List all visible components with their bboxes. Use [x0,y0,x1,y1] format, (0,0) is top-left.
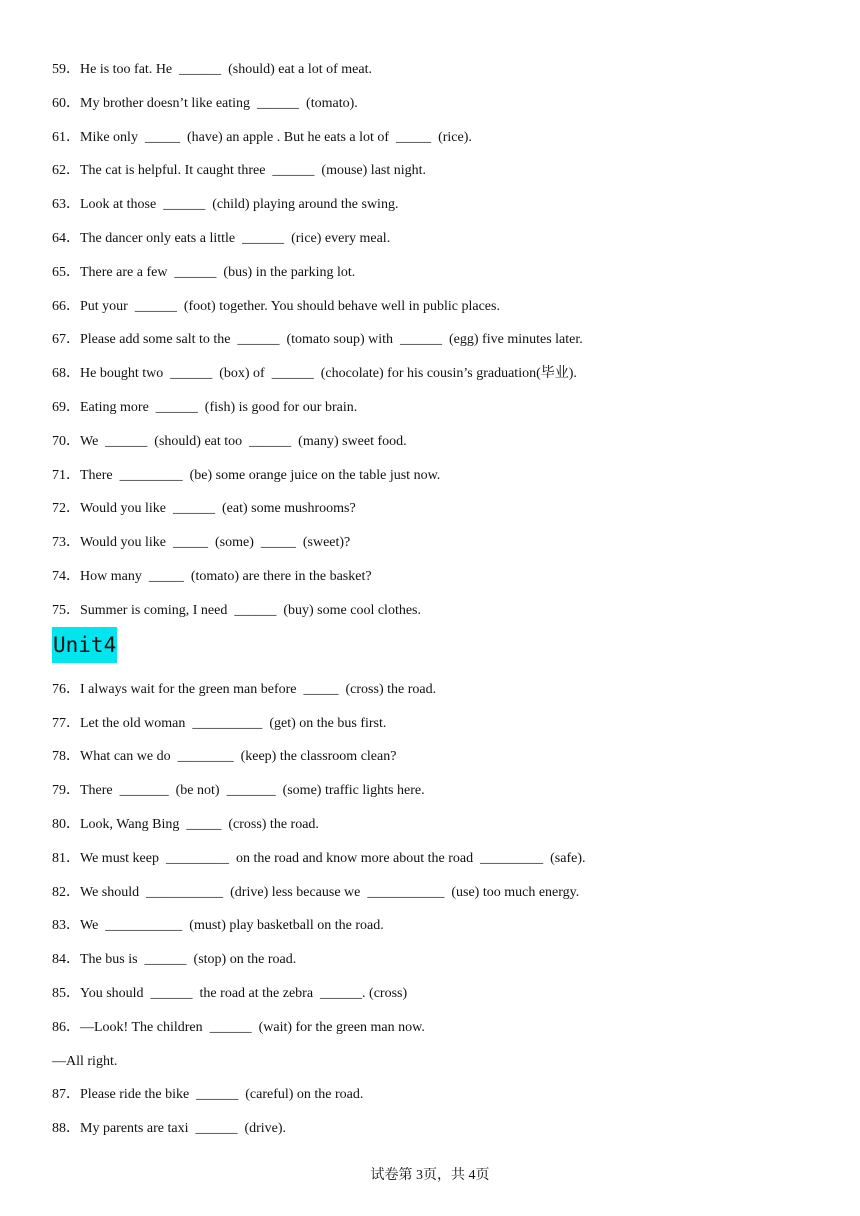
question-item [52,129,472,147]
question-item [52,884,579,902]
question-number: 67． [52,332,80,347]
question-number: 78． [52,749,80,764]
question-item [52,681,436,699]
question-number: 69． [52,400,80,415]
question-text: There are a few ______ (bus) in the parking lot. [80,265,356,280]
question-item [52,467,440,485]
question-item [52,331,583,349]
question-number: 72． [52,501,80,516]
question-number: 83． [52,918,80,933]
page-footer: 试卷第 3页，共 4页 [370,1168,490,1183]
question-item [52,196,398,214]
question-item [52,715,386,733]
question-number: 75． [52,603,80,618]
question-text: Summer is coming, I need ______ (buy) some cool clothes. [80,603,421,618]
question-number: 76． [52,682,80,697]
question-number: 63． [52,197,80,212]
question-text: The cat is helpful. It caught three ______ (mouse) last night. [80,163,427,178]
question-item [52,399,357,417]
question-number: 79． [52,783,80,798]
question-number: 81． [52,851,80,866]
question-number: 64． [52,231,80,246]
question-item [52,568,372,586]
question-text: —Look! The children ______ (wait) for the green man now. [80,1020,425,1035]
question-text: You should ______ the road at the zebra ______. (cross) [80,986,408,1001]
question-number: 80． [52,817,80,832]
question-text: My brother doesn’t like eating ______ (tomato). [80,96,358,111]
question-text: Let the old woman __________ (get) on the bus first. [80,716,387,731]
question-item [52,162,426,180]
question-item [52,850,585,868]
answer-line [52,1053,117,1071]
question-item [52,602,421,620]
question-number: 71． [52,468,80,483]
question-text: There _______ (be not) _______ (some) traffic lights here. [80,783,425,798]
unit-heading: Unit4 [52,627,117,663]
question-text: He is too fat. He ______ (should) eat a lot of meat. [80,62,372,77]
question-text: How many _____ (tomato) are there in the basket? [80,569,372,584]
question-text: He bought two ______ (box) of ______ (chocolate) for his cousin’s graduation(毕业). [80,366,577,381]
question-text: Eating more ______ (fish) is good for our brain. [80,400,358,415]
question-item [52,985,407,1003]
question-item [52,230,390,248]
question-text: Would you like _____ (some) _____ (sweet)? [80,535,351,550]
question-number: 62． [52,163,80,178]
question-item [52,61,372,79]
question-number: 88． [52,1121,80,1136]
question-item [52,1086,363,1104]
question-number: 77． [52,716,80,731]
question-text: Please ride the bike ______ (careful) on the road. [80,1087,364,1102]
question-number: 82． [52,885,80,900]
question-text: We ___________ (must) play basketball on the road. [80,918,384,933]
question-item [52,917,384,935]
question-number: 68． [52,366,80,381]
question-item [52,1120,286,1138]
question-text: There _________ (be) some orange juice on the table just now. [80,468,441,483]
question-text: My parents are taxi ______ (drive). [80,1121,287,1136]
question-text: Mike only _____ (have) an apple . But he eats a lot of _____ (rice). [80,130,472,145]
question-number: 87． [52,1087,80,1102]
question-number: 73． [52,535,80,550]
question-number: 59． [52,62,80,77]
question-text: Put your ______ (foot) together. You should behave well in public places. [80,299,500,314]
question-item [52,1019,425,1037]
question-text: Would you like ______ (eat) some mushrooms? [80,501,356,516]
question-text: The dancer only eats a little ______ (rice) every meal. [80,231,391,246]
question-text: I always wait for the green man before _____ (cross) the road. [80,682,437,697]
question-item [52,264,355,282]
question-number: 66． [52,299,80,314]
question-number: 85． [52,986,80,1001]
question-item [52,500,356,518]
question-text: Look, Wang Bing _____ (cross) the road. [80,817,319,832]
question-number: 60． [52,96,80,111]
question-text: We ______ (should) eat too ______ (many) sweet food. [80,434,407,449]
question-item [52,298,500,316]
question-text: —All right. [52,1054,118,1069]
question-number: 61． [52,130,80,145]
question-text: What can we do ________ (keep) the classroom clean? [80,749,397,764]
question-item [52,782,425,800]
question-item [52,951,296,969]
question-number: 70． [52,434,80,449]
question-item [52,534,350,552]
question-text: We must keep _________ on the road and know more about the road _________ (safe). [80,851,586,866]
question-item [52,816,319,834]
question-number: 65． [52,265,80,280]
question-text: Please add some salt to the ______ (tomato soup) with ______ (egg) five minutes later. [80,332,583,347]
question-item [52,365,577,383]
question-number: 84． [52,952,80,967]
question-text: We should ___________ (drive) less because we ___________ (use) too much energy. [80,885,580,900]
question-text: Look at those ______ (child) playing around the swing. [80,197,399,212]
question-item [52,433,407,451]
question-number: 86． [52,1020,80,1035]
question-text: The bus is ______ (stop) on the road. [80,952,297,967]
question-item [52,748,396,766]
question-number: 74． [52,569,80,584]
question-item [52,95,358,113]
